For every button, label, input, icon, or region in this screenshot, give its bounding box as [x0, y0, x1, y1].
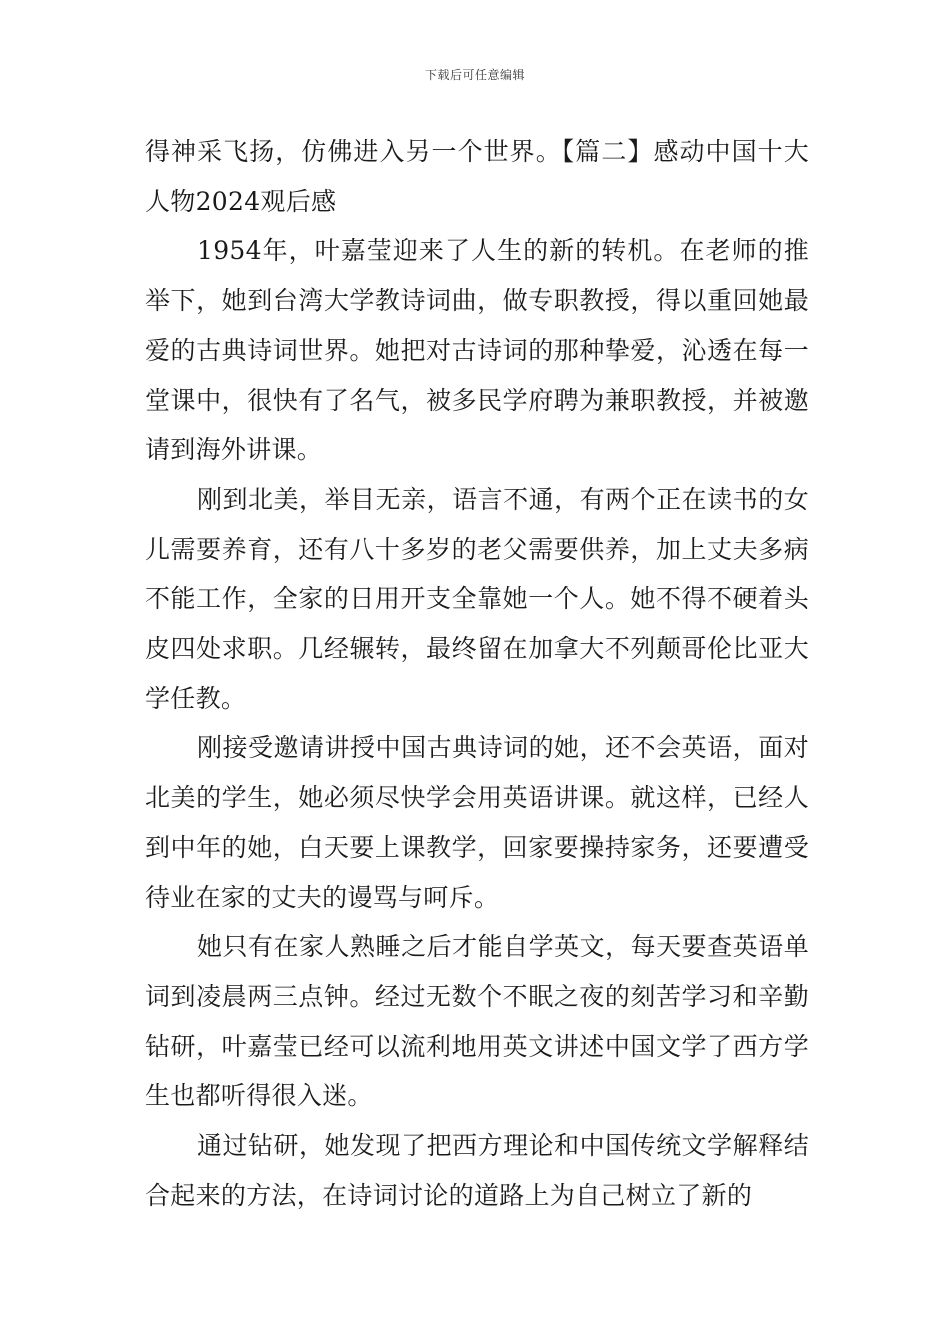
page-header: 下载后可任意编辑 — [424, 68, 525, 82]
paragraph: 1954年，叶嘉莹迎来了人生的新的转机。在老师的推举下，她到台湾大学教诗词曲，做专职教授，得以重回她最爱的古典诗词世界。她把对古诗词的那种挚爱，沁透在每一堂课中，很快有了名气，被多民学府聘为兼职教授，并被邀请到海外讲课。 — [145, 236, 809, 465]
paragraph: 通过钻研，她发现了把西方理论和中国传统文学解释结合起来的方法，在诗词讨论的道路上为自己树立了新的 — [145, 1131, 809, 1210]
paragraph: 刚接受邀请讲授中国古典诗词的她，还不会英语，面对北美的学生，她必须尽快学会用英语讲课。就这样，已经人到中年的她，白天要上课教学，回家要操持家务，还要遭受待业在家的丈夫的谩骂与呵斥。 — [145, 733, 809, 912]
paragraph: 刚到北美，举目无亲，语言不通，有两个正在读书的女儿需要养育，还有八十多岁的老父需要供养，加上丈夫多病不能工作，全家的日用开支全靠她一个人。她不得不硬着头皮四处求职。几经辗转，最终留在加拿大不列颠哥伦比亚大学任教。 — [145, 484, 809, 713]
paragraph: 得神采飞扬，仿佛进入另一个世界。【篇二】感动中国十大人物2024观后感 — [145, 137, 809, 216]
paragraph: 她只有在家人熟睡之后才能自学英文，每天要查英语单词到凌晨两三点钟。经过无数个不眠之夜的刻苦学习和辛勤钻研，叶嘉莹已经可以流利地用英文讲述中国文学了西方学生也都听得很入迷。 — [145, 932, 809, 1111]
document-body — [145, 127, 809, 1220]
